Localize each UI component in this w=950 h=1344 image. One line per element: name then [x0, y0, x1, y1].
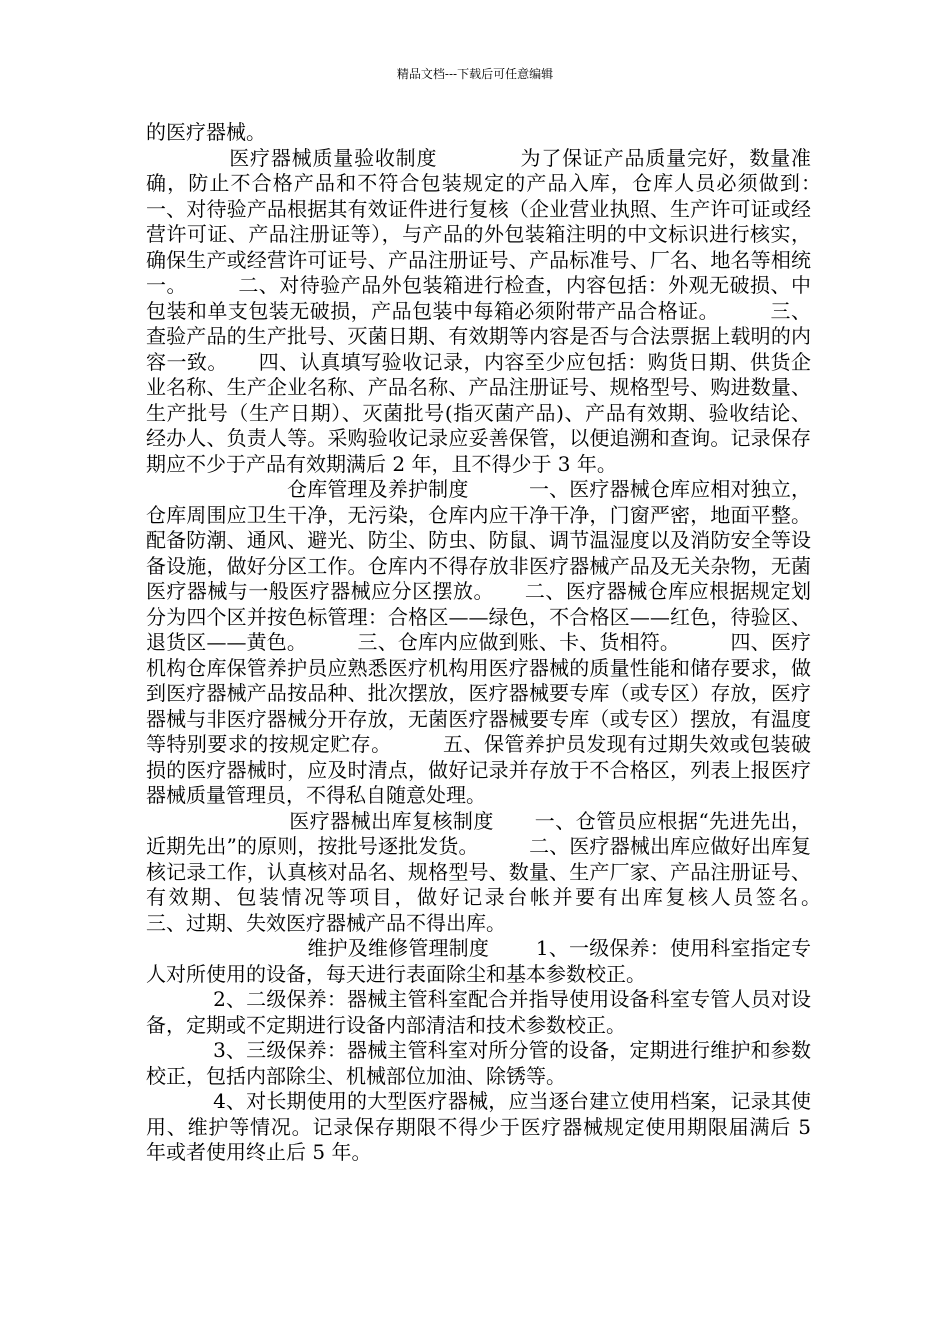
paragraph-maintenance-level-3: 3、三级保养：器械主管科室对所分管的设备，定期进行维护和参数校正，包括内部除尘、机械部位加油、除锈等。: [146, 1038, 811, 1088]
paragraph-maintenance-records: 4、对长期使用的大型医疗器械，应当逐台建立使用档案，记录其使用、维护等情况。记录保存期限不得少于医疗器械规定使用期限届满后 5 年或者使用终止后 5 年。: [146, 1089, 811, 1164]
paragraph-maintenance-system: 维护及维修管理制度 1、一级保养：使用科室指定专人对所使用的设备，每天进行表面除尘和基本参数校正。: [146, 936, 811, 986]
page-header: 精品文档---下载后可任意编辑: [396, 67, 554, 81]
paragraph-outbound-system: 医疗器械出库复核制度 一、仓管员应根据“先进先出，近期先出”的原则，按批号逐批发货。 二、医疗器械出库应做好出库复核记录工作，认真核对品名、规格型号、数量、生产厂家、产品注册证号、有效期、包装情况等项目，做好记录台帐并要有出库复核人员签名。 三、过期、失效医疗器械产品不得出库。: [146, 808, 871, 935]
paragraph-acceptance-system: 医疗器械质量验收制度 为了保证产品质量完好，数量准确，防止不合格产品和不符合包装规定的产品入库，仓库人员必须做到： 一、对待验产品根据其有效证件进行复核（企业营业执照、生产许可证或经营许可证、产品注册证等），与产品的外包装箱注明的中文标识进行核实，确保生产或经营许可证号、产品注册证号、产品标准号、厂名、地名等相统一。 二、对待验产品外包装箱进行检查，内容包括：外观无破损、中包装和单支包装无破损，产品包装中每箱必须附带产品合格证。 三、查验产品的生产批号、灭菌日期、有效期等内容是否与合法票据上载明的内容一致。 四、认真填写验收记录，内容至少应包括：购货日期、供货企业名称、生产企业名称、产品名称、产品注册证号、规格型号、购进数量、生产批号（生产日期）、灭菌批号(指灭菌产品)、产品有效期、验收结论、经办人、负责人等。采购验收记录应妥善保管，以便追溯和查询。记录保存期应不少于产品有效期满后 2 年，且不得少于 3 年。: [146, 145, 871, 476]
paragraph-maintenance-level-2: 2、二级保养：器械主管科室配合并指导使用设备科室专管人员对设备，定期或不定期进行设备内部清洁和技术参数校正。: [146, 987, 811, 1037]
paragraph-continuation: 的医疗器械。: [146, 120, 266, 144]
document-body: [146, 120, 871, 1166]
paragraph-warehouse-system: 仓库管理及养护制度 一、医疗器械仓库应相对独立，仓库周围应卫生干净，无污染，仓库内应干净干净，门窗严密，地面平整。配备防潮、通风、避光、防尘、防虫、防鼠、调节温湿度以及消防安全等设备设施，做好分区工作。仓库内不得存放非医疗器械产品及无关杂物，无菌医疗器械与一般医疗器械应分区摆放。 二、医疗器械仓库应根据规定划分为四个区并按色标管理：合格区——绿色，不合格区——红色，待验区、退货区——黄色。 三、仓库内应做到账、卡、货相符。 四、医疗机构仓库保管养护员应熟悉医疗机构用医疗器械的质量性能和储存要求，做到医疗器械产品按品种、批次摆放，医疗器械要专库（或专区）存放，医疗器械与非医疗器械分开存放，无菌医疗器械要专库（或专区）摆放，有温度等特别要求的按规定贮存。 五、保管养护员发现有过期失效或包装破损的医疗器械时，应及时清点，做好记录并存放于不合格区，列表上报医疗器械质量管理员，不得私自随意处理。: [146, 477, 811, 807]
